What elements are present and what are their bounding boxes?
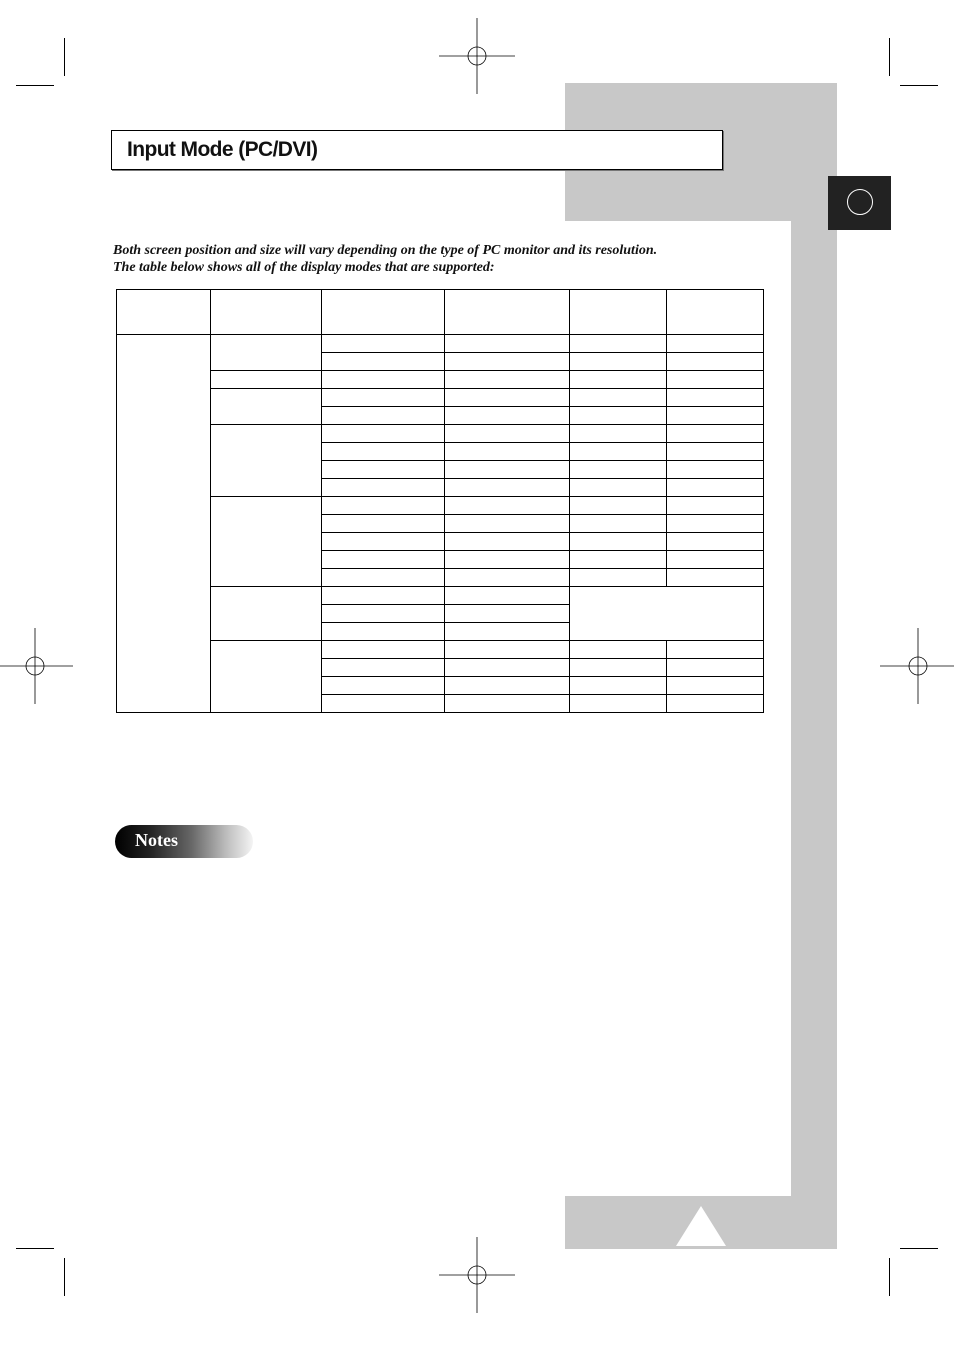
table-cell-resolution — [211, 335, 322, 371]
table-cell — [570, 443, 667, 461]
table-cell — [445, 335, 570, 353]
table-cell — [322, 335, 445, 353]
table-cell — [570, 515, 667, 533]
crop-mark — [16, 1248, 54, 1249]
circle-icon — [847, 189, 873, 215]
table-cell — [445, 389, 570, 407]
notes-badge — [115, 825, 253, 858]
table-row — [117, 389, 764, 407]
table-cell — [667, 515, 764, 533]
table-cell — [667, 659, 764, 677]
crop-mark — [64, 1258, 65, 1296]
table-cell — [322, 659, 445, 677]
table-cell — [445, 353, 570, 371]
crop-mark — [889, 1258, 890, 1296]
table-cell — [667, 371, 764, 389]
table-cell — [322, 371, 445, 389]
intro-line-1: Both screen position and size will vary depending on the type of PC monitor and its resolution. — [113, 243, 658, 258]
table-cell — [570, 641, 667, 659]
triangle-icon — [676, 1206, 726, 1246]
table-cell — [322, 515, 445, 533]
table-cell — [445, 533, 570, 551]
display-modes-table — [116, 289, 764, 713]
table-cell-resolution — [211, 641, 322, 713]
table-cell — [570, 497, 667, 515]
table-cell — [667, 425, 764, 443]
table-cell — [445, 695, 570, 713]
table-cell — [322, 407, 445, 425]
table-row — [117, 425, 764, 443]
table-cell — [570, 353, 667, 371]
table-cell — [445, 605, 570, 623]
table-cell — [570, 569, 667, 587]
crosshair-icon — [880, 628, 954, 704]
table-cell — [445, 623, 570, 641]
table-cell — [445, 551, 570, 569]
table-cell — [322, 443, 445, 461]
table-header-cell — [667, 290, 764, 335]
table-cell — [322, 623, 445, 641]
table-cell — [445, 425, 570, 443]
intro-text — [113, 242, 773, 276]
table-cell — [570, 533, 667, 551]
table-cell-mode — [117, 335, 211, 713]
table-cell-merged — [570, 587, 764, 641]
table-cell — [667, 533, 764, 551]
table-cell — [322, 605, 445, 623]
table-cell — [322, 425, 445, 443]
table-cell — [445, 587, 570, 605]
table-cell-resolution — [211, 587, 322, 641]
table-cell — [322, 695, 445, 713]
table-cell — [445, 443, 570, 461]
table-cell — [322, 389, 445, 407]
table-cell-resolution — [211, 371, 322, 389]
table-cell — [445, 371, 570, 389]
table-cell — [570, 425, 667, 443]
table-cell — [445, 515, 570, 533]
table-cell — [570, 371, 667, 389]
table-cell — [570, 389, 667, 407]
table-cell-resolution — [211, 425, 322, 497]
table-row — [117, 371, 764, 389]
notes-label: Notes — [135, 830, 178, 850]
crop-mark — [900, 85, 938, 86]
table-cell-resolution — [211, 389, 322, 425]
table-cell — [322, 497, 445, 515]
crosshair-icon — [439, 1237, 515, 1313]
table-row — [117, 335, 764, 353]
table-cell — [445, 569, 570, 587]
table-cell-resolution — [211, 497, 322, 587]
table-row — [117, 587, 764, 605]
table-cell — [667, 407, 764, 425]
page-title: Input Mode (PC/DVI) — [127, 138, 318, 161]
side-band-column — [791, 83, 837, 1249]
table-header-cell — [570, 290, 667, 335]
table-cell — [322, 569, 445, 587]
table-cell — [570, 695, 667, 713]
table-row — [117, 641, 764, 659]
table-cell — [667, 335, 764, 353]
crosshair-icon — [439, 18, 515, 94]
table-cell — [445, 659, 570, 677]
table-cell — [667, 389, 764, 407]
table-header-row — [117, 290, 764, 335]
section-tab — [828, 176, 891, 230]
table-cell — [322, 587, 445, 605]
table-cell — [570, 551, 667, 569]
table-cell — [322, 479, 445, 497]
crop-mark — [64, 38, 65, 76]
table-cell — [445, 497, 570, 515]
table-cell — [667, 677, 764, 695]
table-cell — [322, 353, 445, 371]
table-cell — [667, 461, 764, 479]
table-cell — [322, 641, 445, 659]
table-cell — [570, 677, 667, 695]
table-cell — [322, 677, 445, 695]
table-cell — [667, 443, 764, 461]
page-title-box — [111, 130, 723, 170]
crop-mark — [16, 85, 54, 86]
crop-mark — [889, 38, 890, 76]
table-cell — [322, 551, 445, 569]
table-cell — [322, 533, 445, 551]
table-cell — [667, 695, 764, 713]
table-cell — [445, 479, 570, 497]
table-header-cell — [322, 290, 445, 335]
table-cell — [667, 551, 764, 569]
table-cell — [445, 641, 570, 659]
table-cell — [445, 461, 570, 479]
table-header-cell — [117, 290, 211, 335]
table-cell — [570, 659, 667, 677]
table-cell — [667, 569, 764, 587]
table-header-cell — [211, 290, 322, 335]
crosshair-icon — [0, 628, 73, 704]
crop-mark — [900, 1248, 938, 1249]
table-cell — [570, 407, 667, 425]
table-cell — [570, 461, 667, 479]
table-cell — [667, 353, 764, 371]
table-cell — [445, 407, 570, 425]
table-cell — [570, 479, 667, 497]
table-cell — [445, 677, 570, 695]
table-cell — [322, 461, 445, 479]
table-cell — [667, 479, 764, 497]
table-cell — [667, 497, 764, 515]
table-row — [117, 497, 764, 515]
table-cell — [667, 641, 764, 659]
intro-line-2: The table below shows all of the display modes that are supported: — [113, 260, 495, 275]
table-header-cell — [445, 290, 570, 335]
table-cell — [570, 335, 667, 353]
